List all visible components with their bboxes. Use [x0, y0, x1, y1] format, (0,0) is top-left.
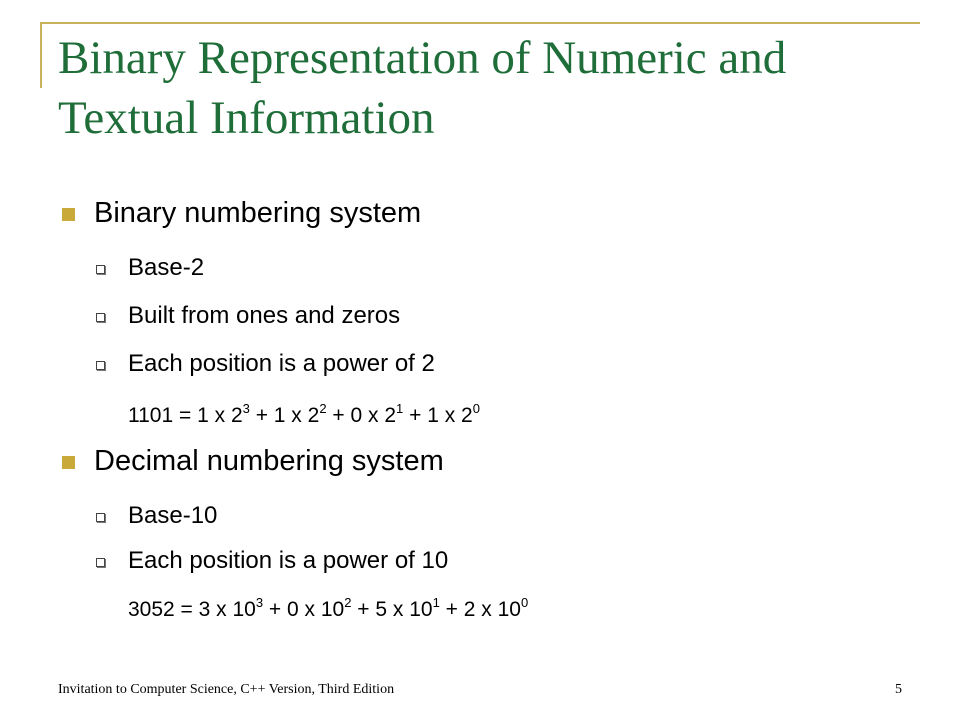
slide-frame-top-rule — [40, 22, 920, 24]
formula-term: + 1 x 2 — [403, 404, 473, 427]
formula-exponent: 0 — [472, 401, 480, 416]
formula-exponent: 3 — [255, 595, 264, 610]
hollow-square-bullet-icon — [96, 558, 105, 567]
slide-frame-left-rule — [40, 22, 42, 88]
formula-exponent: 2 — [344, 595, 352, 610]
slide-title-line-1: Binary Representation of Numeric and — [58, 32, 787, 84]
formula-term: + 5 x 10 — [351, 598, 433, 621]
formula-term: + 2 x 10 — [439, 598, 521, 621]
slide-footer: Invitation to Computer Science, C++ Version, Third Edition — [58, 682, 395, 697]
sub-bullet-label: Built from ones and zeros — [128, 302, 401, 329]
hollow-square-bullet-icon — [96, 265, 105, 274]
formula-lhs: 3052 = 3 x 10 — [128, 598, 256, 621]
sub-bullet-label: Each position is a power of 2 — [128, 350, 435, 377]
formula-lhs: 1101 = 1 x 2 — [128, 404, 243, 427]
formula-term: + 0 x 10 — [263, 598, 345, 621]
page-number: 5 — [895, 682, 902, 697]
formula-exponent: 2 — [319, 401, 327, 416]
sub-bullet-label: Each position is a power of 10 — [128, 547, 449, 574]
formula-exponent: 1 — [396, 401, 404, 416]
hollow-square-bullet-icon — [96, 361, 105, 370]
sub-bullet-label: Base-2 — [128, 254, 205, 281]
square-bullet-icon — [62, 456, 75, 469]
formula-term: + 0 x 2 — [326, 404, 397, 427]
formula-exponent: 1 — [432, 595, 440, 610]
square-bullet-icon — [62, 208, 75, 221]
formula-term: + 1 x 2 — [249, 404, 320, 427]
slide-title-line-2: Textual Information — [58, 92, 435, 144]
bullet-label: Binary numbering system — [94, 197, 422, 229]
decimal-formula — [128, 595, 529, 622]
formula-exponent: 3 — [242, 401, 250, 416]
sub-bullet-label: Base-10 — [128, 502, 218, 529]
slide-title — [58, 28, 938, 148]
formula-exponent: 0 — [520, 595, 529, 610]
binary-formula — [128, 401, 480, 428]
hollow-square-bullet-icon — [96, 513, 105, 522]
bullet-label: Decimal numbering system — [94, 445, 444, 477]
hollow-square-bullet-icon — [96, 313, 105, 322]
